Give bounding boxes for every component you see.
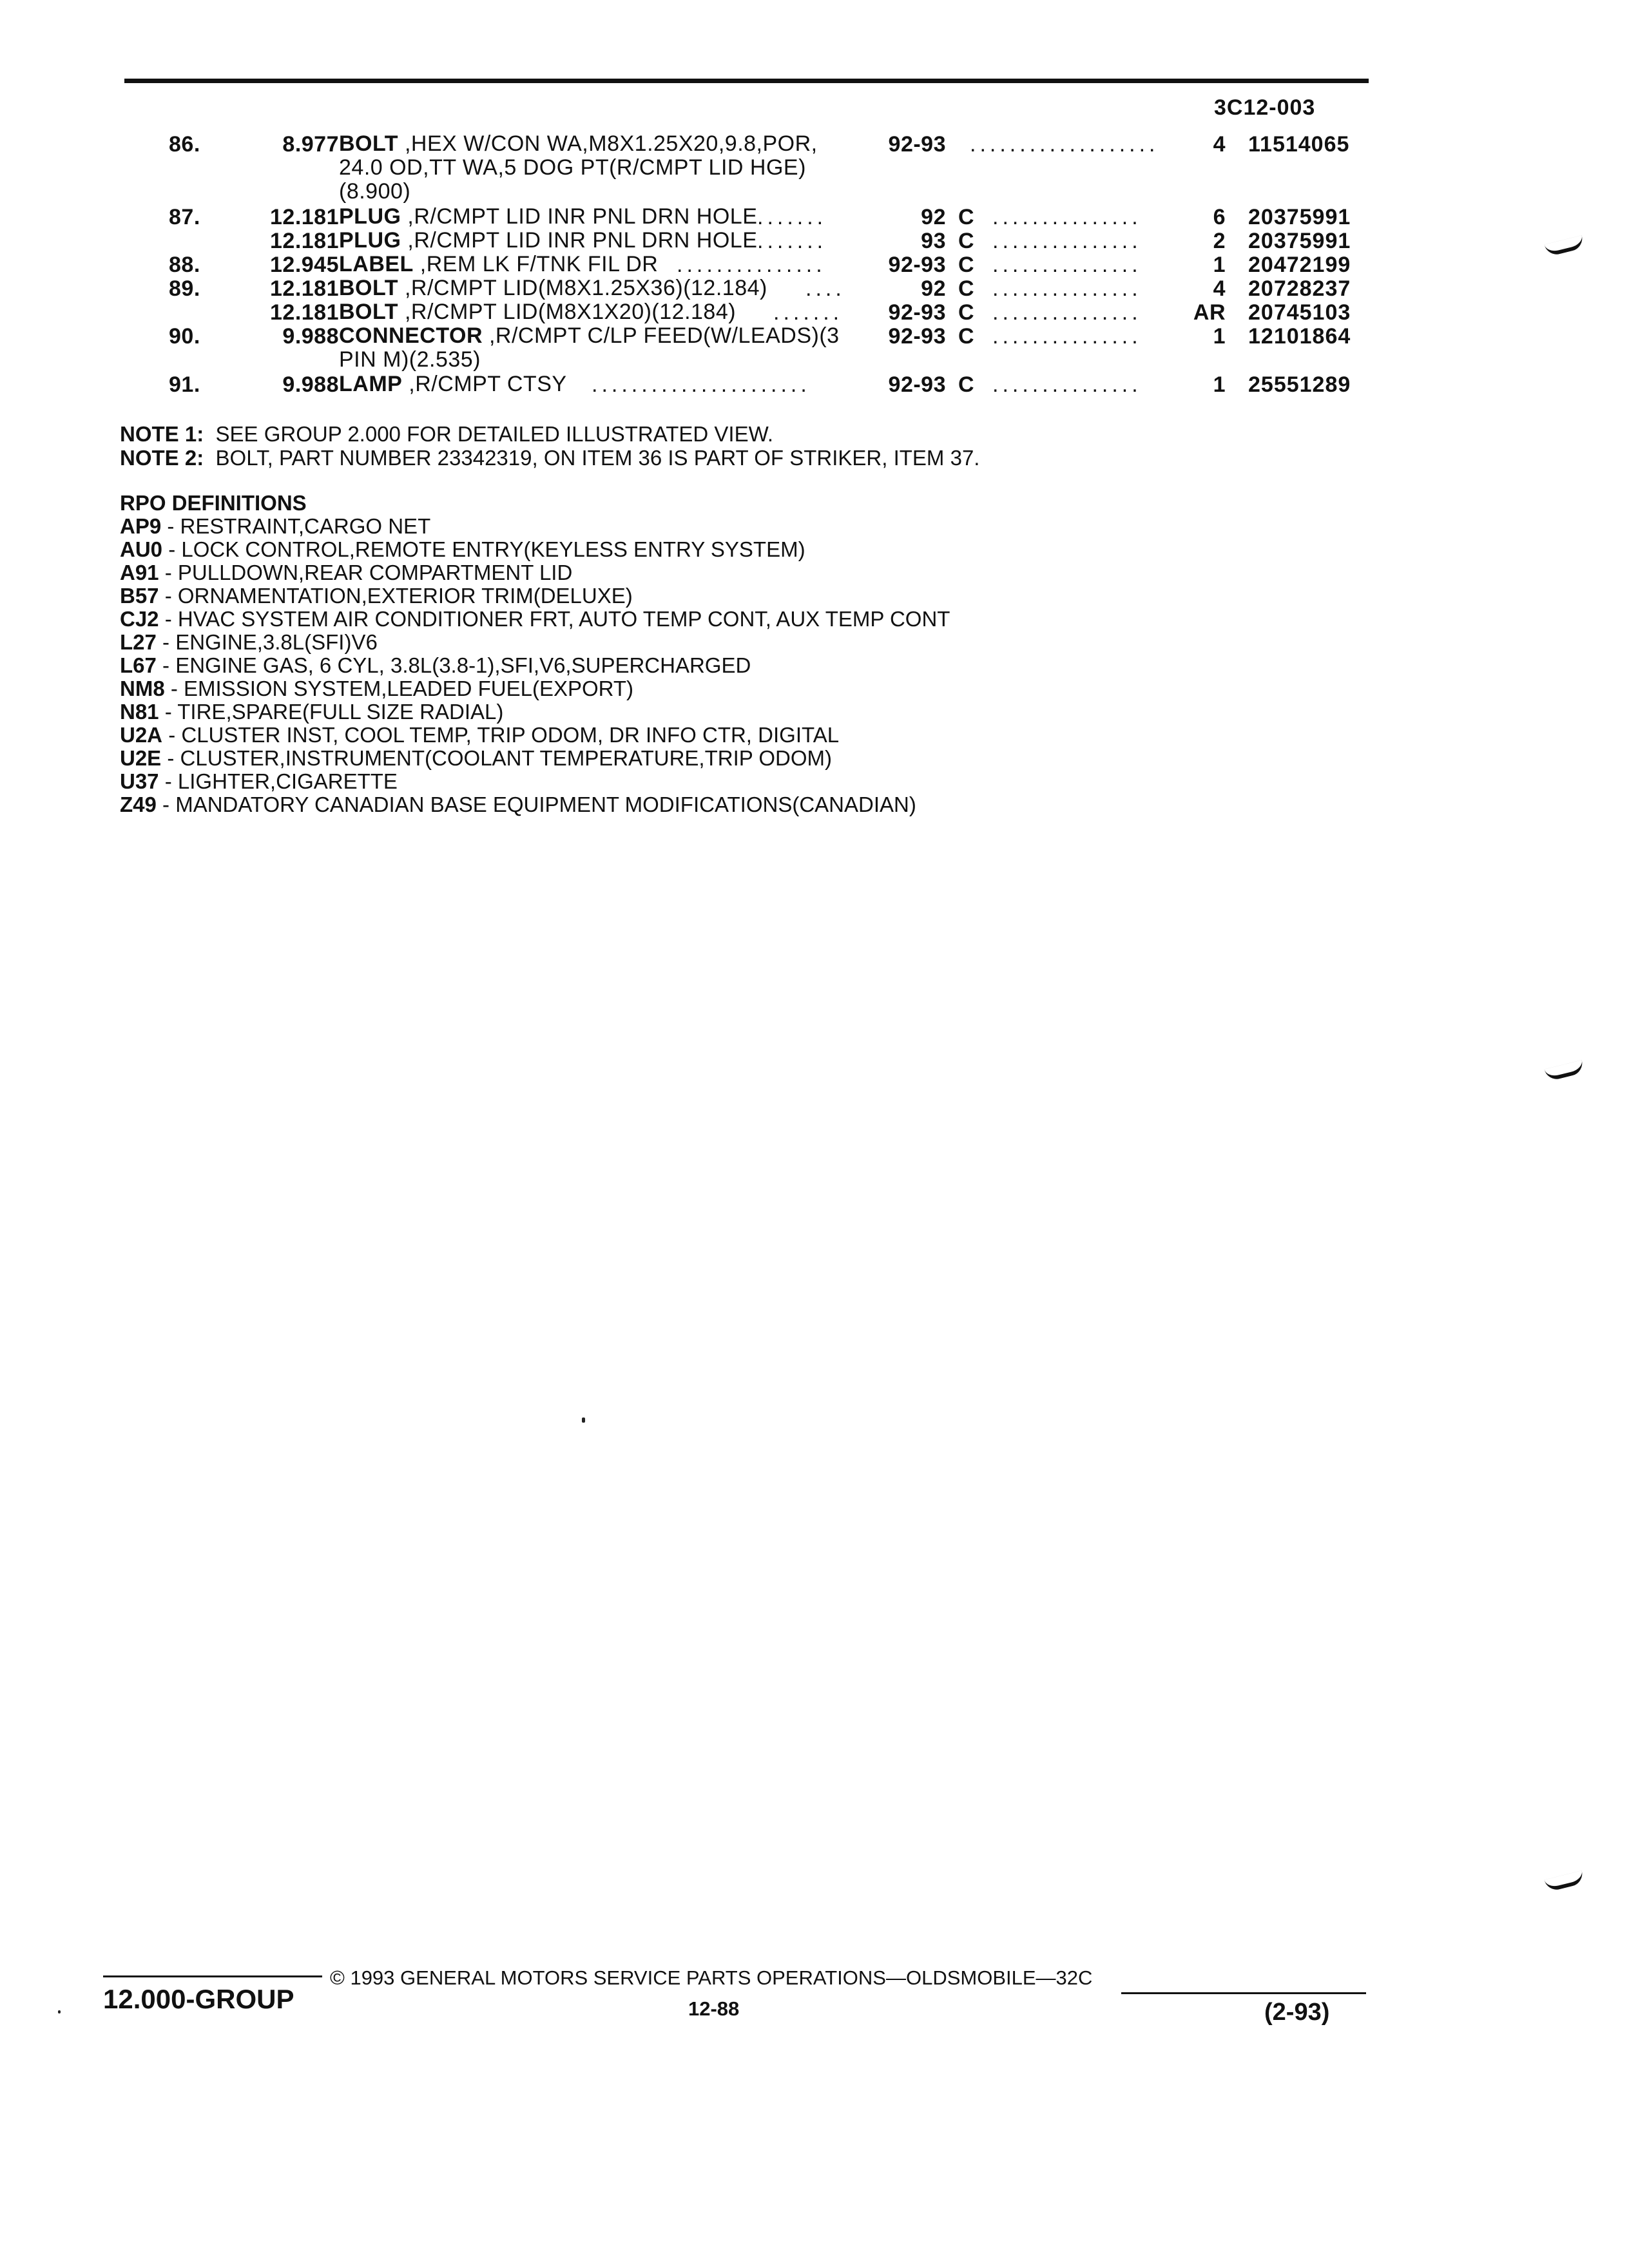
usage-code: C [958,253,975,277]
page-number: 12-88 [688,1997,740,2020]
model-years: 92-93 [888,132,946,157]
group-number: 12.181 [270,229,339,253]
rpo-title: RPO DEFINITIONS [120,491,307,515]
group-number: 9.988 [282,372,339,397]
leader-dots: ............... [992,276,1142,301]
leader-dots: ....... [757,205,827,229]
model-years: 92-93 [888,324,946,349]
part-description: PLUG ,R/CMPT LID INR PNL DRN HOLE [339,204,758,229]
part-row [0,324,1629,372]
rpo-item: A91 - PULLDOWN,REAR COMPARTMENT LID [120,561,573,584]
scan-speck [582,1418,585,1423]
leader-dots: ............... [992,205,1142,229]
quantity: 1 [1213,253,1226,277]
usage-code: C [958,205,975,229]
rpo-item: CJ2 - HVAC SYSTEM AIR CONDITIONER FRT, AUTO TEMP CONT, AUX TEMP CONT [120,607,950,631]
rpo-item: AU0 - LOCK CONTROL,REMOTE ENTRY(KEYLESS ENTRY SYSTEM) [120,537,805,561]
rpo-item: U2A - CLUSTER INST, COOL TEMP, TRIP ODOM, DR INFO CTR, DIGITAL [120,723,840,747]
rpo-item: B57 - ORNAMENTATION,EXTERIOR TRIM(DELUXE) [120,584,633,608]
quantity: AR [1193,300,1226,325]
part-description: PLUG ,R/CMPT LID INR PNL DRN HOLE [339,228,758,253]
item-number: 90. [169,324,200,349]
part-description: BOLT ,R/CMPT LID(M8X1X20)(12.184) [339,300,737,324]
part-number: 11514065 [1248,132,1350,157]
part-row [0,253,1629,276]
part-description: LAMP ,R/CMPT CTSY [339,372,567,396]
binder-tick-mark [1544,1060,1585,1082]
model-years: 92-93 [888,372,946,397]
part-number: 12101864 [1248,324,1351,349]
part-description: BOLT ,HEX W/CON WA,M8X1.25X20,9.8,POR, 24.0 OD,TT WA,5 DOG PT(R/CMPT LID HGE) (8.900) [339,131,818,204]
part-row [0,276,1629,300]
leader-dots: ................... [970,132,1159,157]
leader-dots: ............... [992,253,1142,277]
quantity: 1 [1213,372,1226,397]
note-line: NOTE 1: SEE GROUP 2.000 FOR DETAILED ILLUSTRATED VIEW. [120,422,774,446]
model-years: 92-93 [888,253,946,277]
quantity: 1 [1213,324,1226,349]
leader-dots: ............... [992,324,1142,349]
item-number: 88. [169,253,200,277]
model-years: 92 [921,276,946,301]
leader-dots: ............... [992,372,1142,397]
footer-group-label: 12.000-GROUP [103,1984,294,2014]
parts-list [0,132,1629,396]
item-number: 86. [169,132,200,157]
leader-dots: ............... [992,300,1142,325]
group-number: 12.181 [270,300,339,325]
quantity: 6 [1213,205,1226,229]
note-line: NOTE 2: BOLT, PART NUMBER 23342319, ON ITEM 36 IS PART OF STRIKER, ITEM 37. [120,446,980,470]
model-years: 92 [921,205,946,229]
leader-dots: ............... [992,229,1142,253]
leader-dots: ...................... [592,372,811,397]
leader-dots: ....... [773,300,843,325]
group-number: 12.181 [270,276,339,301]
part-number: 25551289 [1248,372,1351,397]
leader-dots: .... [805,276,845,301]
item-number: 89. [169,276,200,301]
rpo-item: L67 - ENGINE GAS, 6 CYL, 3.8L(3.8-1),SFI,V6,SUPERCHARGED [120,653,751,677]
revision-date: (2-93) [1264,1999,1330,2026]
scan-speck [58,2010,61,2013]
part-description: BOLT ,R/CMPT LID(M8X1.25X36)(12.184) [339,276,767,300]
part-description: LABEL ,REM LK F/TNK FIL DR [339,252,659,276]
part-description: CONNECTOR ,R/CMPT C/LP FEED(W/LEADS)(3 PIN M)(2.535) [339,323,840,372]
item-number: 87. [169,205,200,229]
group-number: 12.181 [270,205,339,229]
part-row [0,205,1629,229]
group-number: 12.945 [270,253,339,277]
rpo-definitions [120,492,950,816]
usage-code: C [958,300,975,325]
part-number: 20375991 [1248,205,1351,229]
usage-code: C [958,324,975,349]
quantity: 4 [1213,276,1226,301]
usage-code: C [958,372,975,397]
rpo-item: AP9 - RESTRAINT,CARGO NET [120,514,431,538]
group-number: 8.977 [282,132,339,157]
usage-code: C [958,229,975,253]
part-number: 20728237 [1248,276,1351,301]
footer-rule [103,1975,322,1977]
rpo-item: U2E - CLUSTER,INSTRUMENT(COOLANT TEMPERATURE,TRIP ODOM) [120,746,832,770]
part-number: 20375991 [1248,229,1351,253]
leader-dots: ....... [757,229,827,253]
rpo-item: U37 - LIGHTER,CIGARETTE [120,769,398,793]
quantity: 4 [1213,132,1226,157]
leader-dots: ............... [677,253,826,277]
rpo-item: NM8 - EMISSION SYSTEM,LEADED FUEL(EXPORT) [120,677,634,700]
notes [120,422,979,470]
part-row [0,372,1629,396]
part-row [0,132,1629,205]
model-years: 92-93 [888,300,946,325]
model-years: 93 [921,229,946,253]
part-row [0,229,1629,253]
quantity: 2 [1213,229,1226,253]
rpo-item: N81 - TIRE,SPARE(FULL SIZE RADIAL) [120,700,504,724]
footer-rule [1121,1992,1366,1994]
part-row [0,300,1629,324]
part-number: 20745103 [1248,300,1351,325]
group-number: 9.988 [282,324,339,349]
footer-copyright: © 1993 GENERAL MOTORS SERVICE PARTS OPERATIONS—OLDSMOBILE—32C [330,1966,1093,1989]
binder-tick-mark [1544,1870,1585,1892]
section-code: 3C12-003 [1214,95,1316,120]
rpo-item: Z49 - MANDATORY CANADIAN BASE EQUIPMENT MODIFICATIONS(CANADIAN) [120,793,916,816]
rpo-item: L27 - ENGINE,3.8L(SFI)V6 [120,630,378,654]
part-number: 20472199 [1248,253,1351,277]
item-number: 91. [169,372,200,397]
usage-code: C [958,276,975,301]
top-rule [124,79,1369,83]
